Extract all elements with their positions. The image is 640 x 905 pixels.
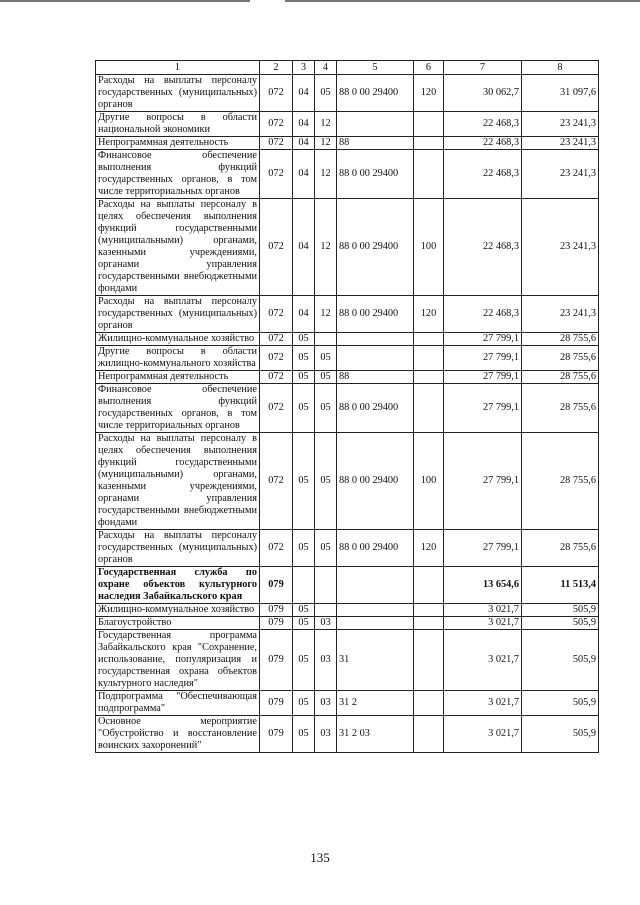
cell-type: 100 — [414, 433, 444, 530]
cell-name: Другие вопросы в области национальной экономики — [96, 112, 260, 137]
cell-v7: 27 799,1 — [444, 433, 522, 530]
table-row — [96, 137, 599, 150]
cell-v8: 28 755,6 — [522, 346, 599, 371]
cell-type — [414, 604, 444, 617]
cell-v8: 23 241,3 — [522, 296, 599, 333]
cell-sec: 05 — [293, 604, 315, 617]
cell-admin: 079 — [260, 604, 293, 617]
cell-name: Финансовое обеспечение выполнения функций государственных органов, в том числе территориальных органов — [96, 384, 260, 433]
cell-sec: 04 — [293, 75, 315, 112]
header-cell: 6 — [414, 61, 444, 75]
table-row — [96, 199, 599, 296]
cell-v8: 28 755,6 — [522, 433, 599, 530]
cell-target: 88 0 00 29400 — [337, 75, 414, 112]
cell-sub: 05 — [315, 75, 337, 112]
cell-type — [414, 371, 444, 384]
cell-v7: 27 799,1 — [444, 371, 522, 384]
cell-sec: 05 — [293, 333, 315, 346]
cell-v8: 505,9 — [522, 630, 599, 691]
cell-admin: 079 — [260, 716, 293, 753]
cell-admin: 079 — [260, 617, 293, 630]
cell-sub: 05 — [315, 433, 337, 530]
cell-type — [414, 617, 444, 630]
cell-v7: 3 021,7 — [444, 604, 522, 617]
cell-name: Расходы на выплаты персоналу в целях обеспечения выполнения функций государственными (муниципальными) органами, казенными учреждениями, органами управления государственными внебюджетными фондами — [96, 199, 260, 296]
cell-name: Расходы на выплаты персоналу государственных (муниципальных) органов — [96, 530, 260, 567]
table-row — [96, 617, 599, 630]
table-row — [96, 716, 599, 753]
cell-target — [337, 333, 414, 346]
page-number: 135 — [310, 850, 330, 865]
cell-v8: 23 241,3 — [522, 137, 599, 150]
cell-sub: 12 — [315, 296, 337, 333]
header-cell: 7 — [444, 61, 522, 75]
cell-type: 120 — [414, 530, 444, 567]
cell-v7: 3 021,7 — [444, 691, 522, 716]
cell-admin: 072 — [260, 296, 293, 333]
cell-v8: 28 755,6 — [522, 371, 599, 384]
cell-name: Непрограммная деятельность — [96, 137, 260, 150]
cell-sec: 05 — [293, 530, 315, 567]
cell-target: 88 — [337, 371, 414, 384]
cell-name: Другие вопросы в области жилищно-коммунального хозяйства — [96, 346, 260, 371]
cell-v7: 22 468,3 — [444, 199, 522, 296]
cell-type — [414, 137, 444, 150]
cell-v8: 28 755,6 — [522, 530, 599, 567]
cell-v7: 3 021,7 — [444, 716, 522, 753]
cell-admin: 072 — [260, 199, 293, 296]
cell-v7: 22 468,3 — [444, 112, 522, 137]
table-row — [96, 112, 599, 137]
cell-v8: 28 755,6 — [522, 333, 599, 346]
cell-type — [414, 333, 444, 346]
budget-table — [95, 60, 599, 753]
cell-sub: 12 — [315, 137, 337, 150]
table-row — [96, 75, 599, 112]
table-row — [96, 630, 599, 691]
table-row — [96, 604, 599, 617]
cell-v7: 30 062,7 — [444, 75, 522, 112]
cell-target — [337, 617, 414, 630]
cell-v8: 23 241,3 — [522, 199, 599, 296]
cell-name: Государственная программа Забайкальского края "Сохранение, использование, популяризация и государственная охрана объектов культурного наследия" — [96, 630, 260, 691]
cell-type — [414, 716, 444, 753]
header-cell: 5 — [337, 61, 414, 75]
cell-name: Благоустройство — [96, 617, 260, 630]
scan-top-edge — [0, 0, 640, 3]
cell-target: 31 2 03 — [337, 716, 414, 753]
cell-target: 88 0 00 29400 — [337, 433, 414, 530]
cell-target: 88 0 00 29400 — [337, 530, 414, 567]
cell-target: 88 0 00 29400 — [337, 150, 414, 199]
cell-admin: 072 — [260, 384, 293, 433]
table-row — [96, 691, 599, 716]
cell-sec: 05 — [293, 346, 315, 371]
cell-v8: 505,9 — [522, 617, 599, 630]
cell-v7: 22 468,3 — [444, 150, 522, 199]
cell-target: 31 2 — [337, 691, 414, 716]
cell-v7: 3 021,7 — [444, 617, 522, 630]
cell-name: Жилищно-коммунальное хозяйство — [96, 604, 260, 617]
cell-name: Подпрограмма "Обеспечивающая подпрограмма" — [96, 691, 260, 716]
cell-type — [414, 346, 444, 371]
cell-sub: 12 — [315, 150, 337, 199]
cell-v7: 27 799,1 — [444, 333, 522, 346]
cell-name: Непрограммная деятельность — [96, 371, 260, 384]
cell-type: 100 — [414, 199, 444, 296]
cell-admin: 079 — [260, 691, 293, 716]
cell-target — [337, 112, 414, 137]
cell-sub: 03 — [315, 716, 337, 753]
cell-sub — [315, 604, 337, 617]
cell-name: Жилищно-коммунальное хозяйство — [96, 333, 260, 346]
cell-sub — [315, 333, 337, 346]
cell-target: 88 — [337, 137, 414, 150]
cell-type: 120 — [414, 296, 444, 333]
cell-sec: 04 — [293, 296, 315, 333]
cell-sub — [315, 567, 337, 604]
cell-admin: 072 — [260, 112, 293, 137]
header-cell: 4 — [315, 61, 337, 75]
header-cell: 3 — [293, 61, 315, 75]
cell-type — [414, 112, 444, 137]
cell-name: Основное мероприятие "Обустройство и восстановление воинских захоронений" — [96, 716, 260, 753]
table-row — [96, 530, 599, 567]
cell-target: 88 0 00 29400 — [337, 384, 414, 433]
cell-sub: 03 — [315, 691, 337, 716]
cell-target: 88 0 00 29400 — [337, 296, 414, 333]
table-row — [96, 384, 599, 433]
cell-target — [337, 567, 414, 604]
cell-sub: 03 — [315, 630, 337, 691]
header-cell: 8 — [522, 61, 599, 75]
cell-sec: 05 — [293, 630, 315, 691]
cell-v8: 505,9 — [522, 604, 599, 617]
cell-v8: 505,9 — [522, 716, 599, 753]
table-row — [96, 333, 599, 346]
cell-target — [337, 604, 414, 617]
cell-sec: 05 — [293, 716, 315, 753]
cell-v7: 27 799,1 — [444, 346, 522, 371]
cell-admin: 072 — [260, 333, 293, 346]
header-cell: 1 — [96, 61, 260, 75]
cell-target — [337, 346, 414, 371]
cell-admin: 072 — [260, 433, 293, 530]
cell-sub: 05 — [315, 346, 337, 371]
cell-admin: 072 — [260, 346, 293, 371]
cell-name: Финансовое обеспечение выполнения функций государственных органов, в том числе территориальных органов — [96, 150, 260, 199]
cell-sec: 05 — [293, 371, 315, 384]
cell-v8: 23 241,3 — [522, 150, 599, 199]
table-row — [96, 296, 599, 333]
cell-sub: 12 — [315, 199, 337, 296]
cell-sec: 05 — [293, 617, 315, 630]
table-row — [96, 150, 599, 199]
cell-sec: 04 — [293, 112, 315, 137]
table-row — [96, 371, 599, 384]
cell-type — [414, 630, 444, 691]
cell-v8: 505,9 — [522, 691, 599, 716]
cell-v7: 13 654,6 — [444, 567, 522, 604]
table-row — [96, 346, 599, 371]
cell-sec: 05 — [293, 433, 315, 530]
cell-name: Государственная служба по охране объектов культурного наследия Забайкальского края — [96, 567, 260, 604]
table-row — [96, 433, 599, 530]
cell-v7: 27 799,1 — [444, 384, 522, 433]
cell-admin: 072 — [260, 75, 293, 112]
cell-sub: 05 — [315, 384, 337, 433]
cell-admin: 079 — [260, 567, 293, 604]
cell-sub: 05 — [315, 530, 337, 567]
cell-v8: 23 241,3 — [522, 112, 599, 137]
cell-admin: 072 — [260, 137, 293, 150]
cell-type: 120 — [414, 75, 444, 112]
cell-v7: 22 468,3 — [444, 296, 522, 333]
cell-v8: 11 513,4 — [522, 567, 599, 604]
cell-sec — [293, 567, 315, 604]
cell-v8: 28 755,6 — [522, 384, 599, 433]
cell-target: 31 — [337, 630, 414, 691]
cell-name: Расходы на выплаты персоналу государственных (муниципальных) органов — [96, 296, 260, 333]
cell-name: Расходы на выплаты персоналу государственных (муниципальных) органов — [96, 75, 260, 112]
cell-sec: 04 — [293, 137, 315, 150]
cell-sec: 04 — [293, 150, 315, 199]
cell-sub: 12 — [315, 112, 337, 137]
cell-v8: 31 097,6 — [522, 75, 599, 112]
table-row — [96, 567, 599, 604]
cell-sec: 05 — [293, 691, 315, 716]
cell-admin: 079 — [260, 630, 293, 691]
cell-type — [414, 567, 444, 604]
cell-v7: 3 021,7 — [444, 630, 522, 691]
cell-sec: 04 — [293, 199, 315, 296]
cell-sub: 03 — [315, 617, 337, 630]
header-cell: 2 — [260, 61, 293, 75]
cell-v7: 27 799,1 — [444, 530, 522, 567]
cell-name: Расходы на выплаты персоналу в целях обеспечения выполнения функций государственными (муниципальными) органами, казенными учреждениями, органами управления государственными внебюджетными фондами — [96, 433, 260, 530]
cell-type — [414, 150, 444, 199]
cell-type — [414, 691, 444, 716]
cell-admin: 072 — [260, 371, 293, 384]
cell-type — [414, 384, 444, 433]
cell-sub: 05 — [315, 371, 337, 384]
header-row — [96, 61, 599, 75]
cell-v7: 22 468,3 — [444, 137, 522, 150]
cell-sec: 05 — [293, 384, 315, 433]
cell-target: 88 0 00 29400 — [337, 199, 414, 296]
cell-admin: 072 — [260, 150, 293, 199]
cell-admin: 072 — [260, 530, 293, 567]
